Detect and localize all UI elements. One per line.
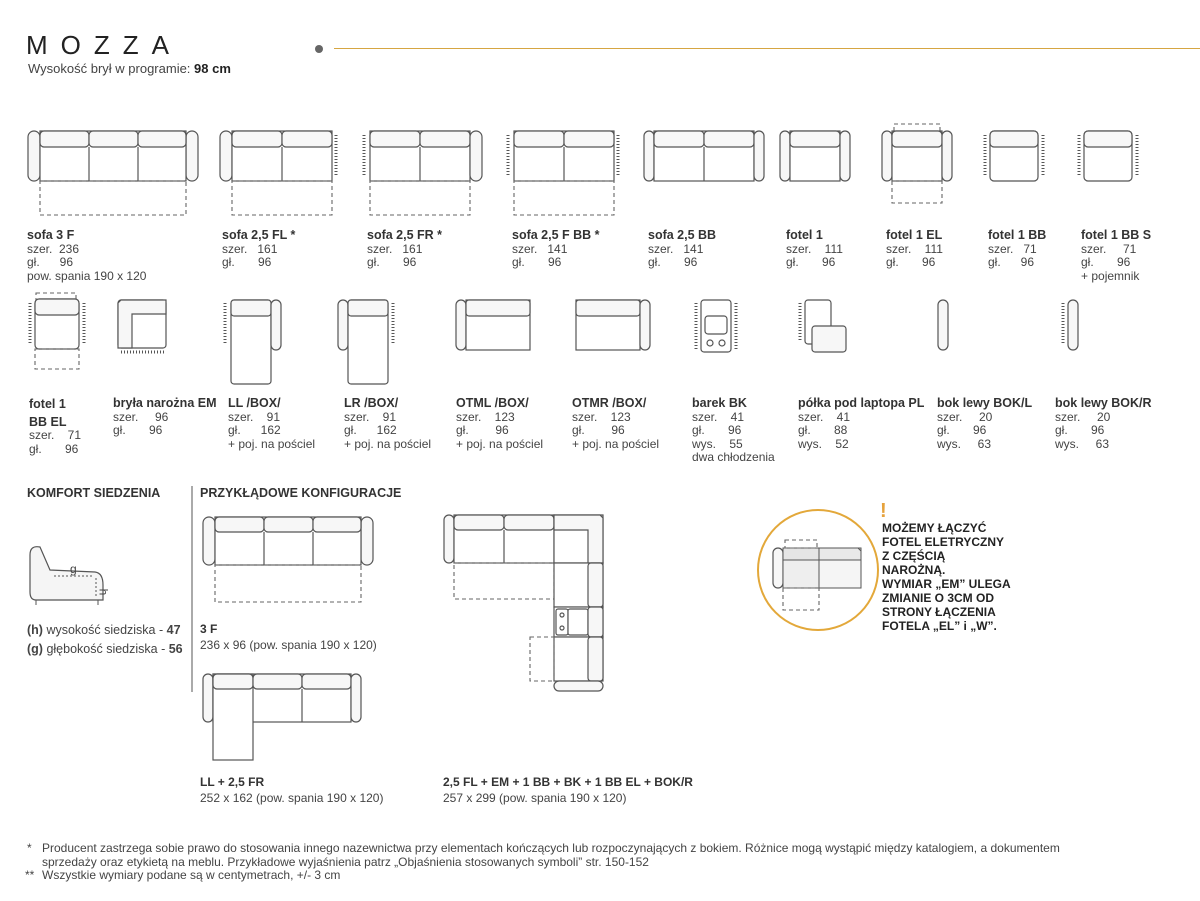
fotel-1-bb-drawing [985,131,1043,181]
item-sofa-3f: sofa 3 F szer. 236 gł. 96 pow. spania 190 x 120 [27,228,147,283]
footnote-1: Producent zastrzega sobie prawo do stosowania innego nazewnictwa przy elementach kończących lub rozpoczynających z bokiem. Różnice mogą wystąpić między katalogiem, a dokumentem sprzedaży oraz etykietą na meblu. Przykładowe wyjaśnienia patrz „Objaśnienia stosowanych symboli” str. 150-152 [42,841,1060,869]
comfort-values: (h) wysokość siedziska - 47 (g) głębokość siedziska - 56 [27,623,183,656]
item-fotel-1-bbel: fotel 1 BB EL szer. 71 gł. 96 [29,397,82,456]
g-label: g [70,562,77,576]
config-3f-label: 3 F 236 x 96 (pow. spania 190 x 120) [200,622,377,652]
sofa-25fr-drawing [364,131,482,215]
item-otmr-box: OTMR /BOX/ szer. 123 gł. 96 + poj. na pościel [572,396,660,451]
item-fotel-1-bbs: fotel 1 BB S szer. 71 gł. 96 + pojemnik [1081,228,1152,283]
connection-note: MOŻEMY ŁĄCZYĆ FOTEL ELETRYCZNY Z CZĘŚCIĄ NAROŻNĄ. WYMIAR „EM” ULEGA ZMIANIE O 3CM OD STRONY ŁĄCZENIA FOTELA „EL” i „W”. [882,521,1011,633]
footnote-1-mark: * [27,841,32,855]
barek-bk-drawing [696,300,736,352]
fotel-1-bbs-drawing [1079,131,1137,181]
brand-title: MOZZA [26,30,182,60]
comfort-title: KOMFORT SIEDZENIA [27,486,161,500]
config-ll25fr-drawing [203,674,361,760]
item-otml-box: OTML /BOX/ szer. 123 gł. 96 + poj. na pościel [456,396,544,451]
comfort-chair-drawing [30,547,103,605]
item-ll-box: LL /BOX/ szer. 91 gł. 162 + poj. na pościel [228,396,316,451]
item-sofa-25fr: sofa 2,5 FR * szer. 161 gł. 96 [367,228,443,269]
item-bryla-em: bryła narożna EM szer. 96 gł. 96 [113,396,217,437]
otmr-box-drawing [576,300,650,350]
config-ll25fr-label: LL + 2,5 FR 252 x 162 (pow. spania 190 x 120) [200,775,384,805]
sofa-25bb-drawing [644,131,764,181]
item-sofa-25fl: sofa 2,5 FL * szer. 161 gł. 96 [222,228,296,269]
item-barek-bk: barek BK szer. 41 gł. 96 wys. 55 dwa chłodzenia [692,396,775,464]
lr-box-drawing [338,300,393,384]
footnote-2-mark: ** [25,868,35,882]
item-fotel-1: fotel 1 szer. 111 gł. 96 [786,228,843,269]
fotel-1-drawing [780,131,850,181]
item-sofa-25bb: sofa 2,5 BB szer. 141 gł. 96 [648,228,717,269]
sofa-25fbb-drawing [508,131,618,215]
item-sofa-25fbb: sofa 2,5 F BB * szer. 141 gł. 96 [512,228,600,269]
program-height: Wysokość brył w programie: 98 cm [28,61,231,76]
item-fotel-1-bb: fotel 1 BB szer. 71 gł. 96 [988,228,1047,269]
fotel-1-bbel-drawing [30,293,84,369]
footnote-2: Wszystkie wymiary podane są w centymetrach, +/- 3 cm [42,868,341,882]
config-corner-label: 2,5 FL + EM + 1 BB + BK + 1 BB EL + BOK/R 257 x 299 (pow. spania 190 x 120) [443,775,693,805]
item-fotel-1-el: fotel 1 EL szer. 111 gł. 96 [886,228,943,269]
config-corner-drawing [444,515,603,691]
h-label: h [96,588,111,596]
item-bok-l: bok lewy BOK/L szer. 20 gł. 96 wys. 63 [937,396,1033,451]
bryla-narozna-em-drawing [118,300,166,352]
item-bok-r: bok lewy BOK/R szer. 20 gł. 96 wys. 63 [1055,396,1152,451]
polka-laptop-pl-drawing [800,300,846,352]
fotel-1-el-drawing [882,124,952,203]
config-3f-drawing [203,517,373,602]
bok-l-drawing [938,300,948,350]
configs-title: PRZYKŁĄDOWE KONFIGURACJE [200,486,402,500]
item-lr-box: LR /BOX/ szer. 91 gł. 162 + poj. na pościel [344,396,432,451]
item-polka-pl: półka pod laptopa PL szer. 41 gł. 88 wys. 52 [798,396,925,451]
sofa-3f-drawing [28,131,198,215]
warning-icon: ! [880,500,887,522]
bok-r-drawing [1063,300,1078,350]
ll-box-drawing [225,300,281,384]
connection-note-circle [758,510,878,630]
sofa-25fl-drawing [220,131,336,215]
otml-box-drawing [456,300,530,350]
